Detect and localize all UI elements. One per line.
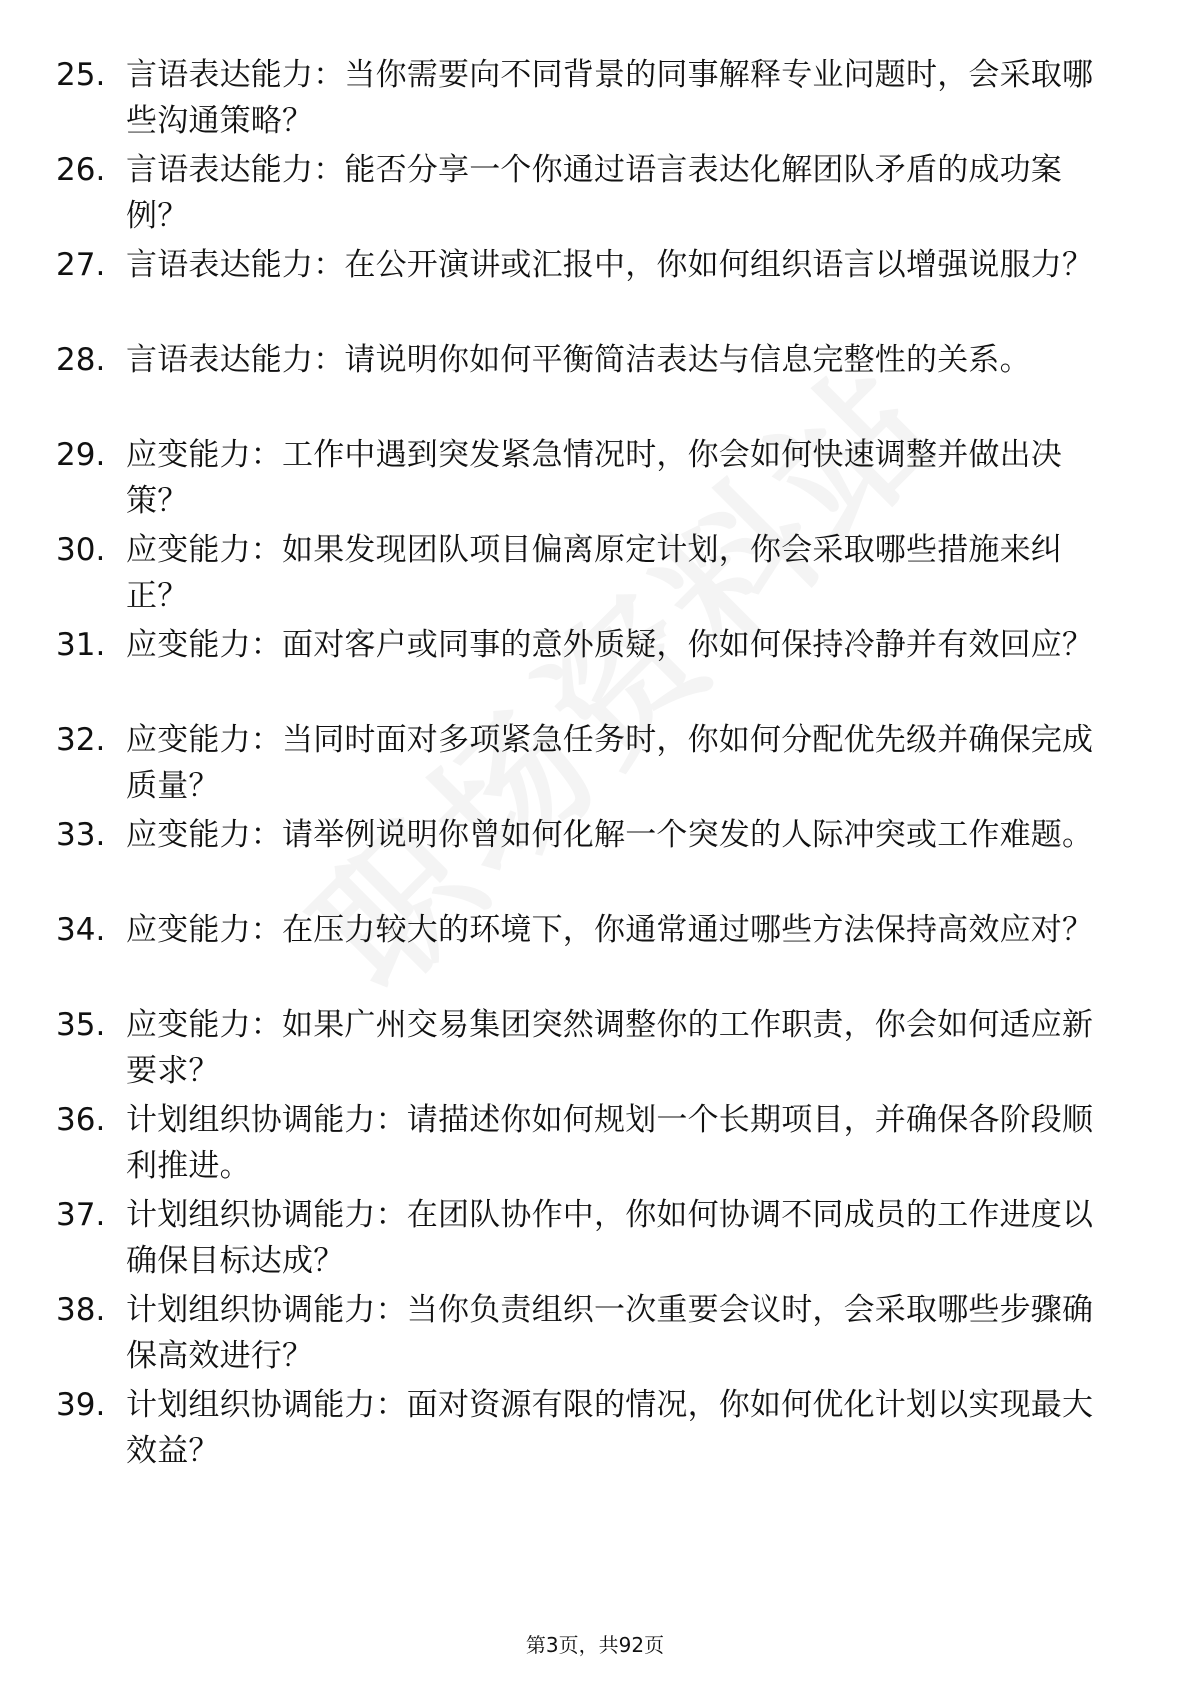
question-number: 34. — [56, 912, 106, 948]
question-number: 38. — [56, 1292, 106, 1328]
question-number: 30. — [56, 532, 106, 568]
question-number: 27. — [56, 247, 106, 283]
question-item-32 — [56, 717, 1116, 817]
question-text: 计划组织协调能力：面对资源有限的情况，你如何优化计划以实现最大效益？ — [126, 1387, 1094, 1469]
question-text: 应变能力：当同时面对多项紧急任务时，你如何分配优先级并确保完成质量？ — [126, 722, 1094, 804]
question-item-39 — [56, 1382, 1116, 1482]
question-number: 37. — [56, 1197, 106, 1233]
question-item-35 — [56, 1002, 1116, 1102]
question-text: 计划组织协调能力：在团队协作中，你如何协调不同成员的工作进度以确保目标达成？ — [126, 1197, 1094, 1279]
question-item-26 — [56, 147, 1116, 247]
question-text: 言语表达能力：能否分享一个你通过语言表达化解团队矛盾的成功案例？ — [126, 152, 1062, 234]
question-item-27 — [56, 242, 1116, 342]
page-footer — [0, 1630, 1190, 1660]
question-number: 39. — [56, 1387, 106, 1423]
question-text: 应变能力：如果广州交易集团突然调整你的工作职责，你会如何适应新要求？ — [126, 1007, 1094, 1089]
question-text: 应变能力：在压力较大的环境下，你通常通过哪些方法保持高效应对？ — [126, 912, 1094, 948]
question-number: 32. — [56, 722, 106, 758]
question-item-30 — [56, 527, 1116, 627]
question-text: 言语表达能力：请说明你如何平衡简洁表达与信息完整性的关系。 — [126, 342, 1031, 378]
question-item-36 — [56, 1097, 1116, 1197]
question-number: 28. — [56, 342, 106, 378]
question-text: 言语表达能力：在公开演讲或汇报中，你如何组织语言以增强说服力？ — [126, 247, 1094, 283]
page-number-label: 第3页，共92页 — [525, 1633, 665, 1657]
question-text: 应变能力：工作中遇到突发紧急情况时，你会如何快速调整并做出决策？ — [126, 437, 1062, 519]
question-number: 36. — [56, 1102, 106, 1138]
question-item-38 — [56, 1287, 1116, 1387]
question-text: 应变能力：面对客户或同事的意外质疑，你如何保持冷静并有效回应？ — [126, 627, 1094, 663]
question-number: 31. — [56, 627, 106, 663]
question-text: 应变能力：如果发现团队项目偏离原定计划，你会采取哪些措施来纠正？ — [126, 532, 1062, 614]
question-number: 25. — [56, 57, 106, 93]
question-item-29 — [56, 432, 1116, 532]
question-number: 29. — [56, 437, 106, 473]
question-item-37 — [56, 1192, 1116, 1292]
question-item-28 — [56, 337, 1116, 437]
question-number: 33. — [56, 817, 106, 853]
question-number: 35. — [56, 1007, 106, 1043]
question-number: 26. — [56, 152, 106, 188]
question-text: 言语表达能力：当你需要向不同背景的同事解释专业问题时，会采取哪些沟通策略？ — [126, 57, 1094, 139]
question-item-33 — [56, 812, 1116, 912]
question-item-34 — [56, 907, 1116, 1007]
question-text: 计划组织协调能力：当你负责组织一次重要会议时，会采取哪些步骤确保高效进行？ — [126, 1292, 1094, 1374]
question-item-25 — [56, 52, 1116, 152]
question-item-31 — [56, 622, 1116, 722]
question-text: 应变能力：请举例说明你曾如何化解一个突发的人际冲突或工作难题。 — [126, 817, 1094, 853]
question-text: 计划组织协调能力：请描述你如何规划一个长期项目，并确保各阶段顺利推进。 — [126, 1102, 1094, 1184]
